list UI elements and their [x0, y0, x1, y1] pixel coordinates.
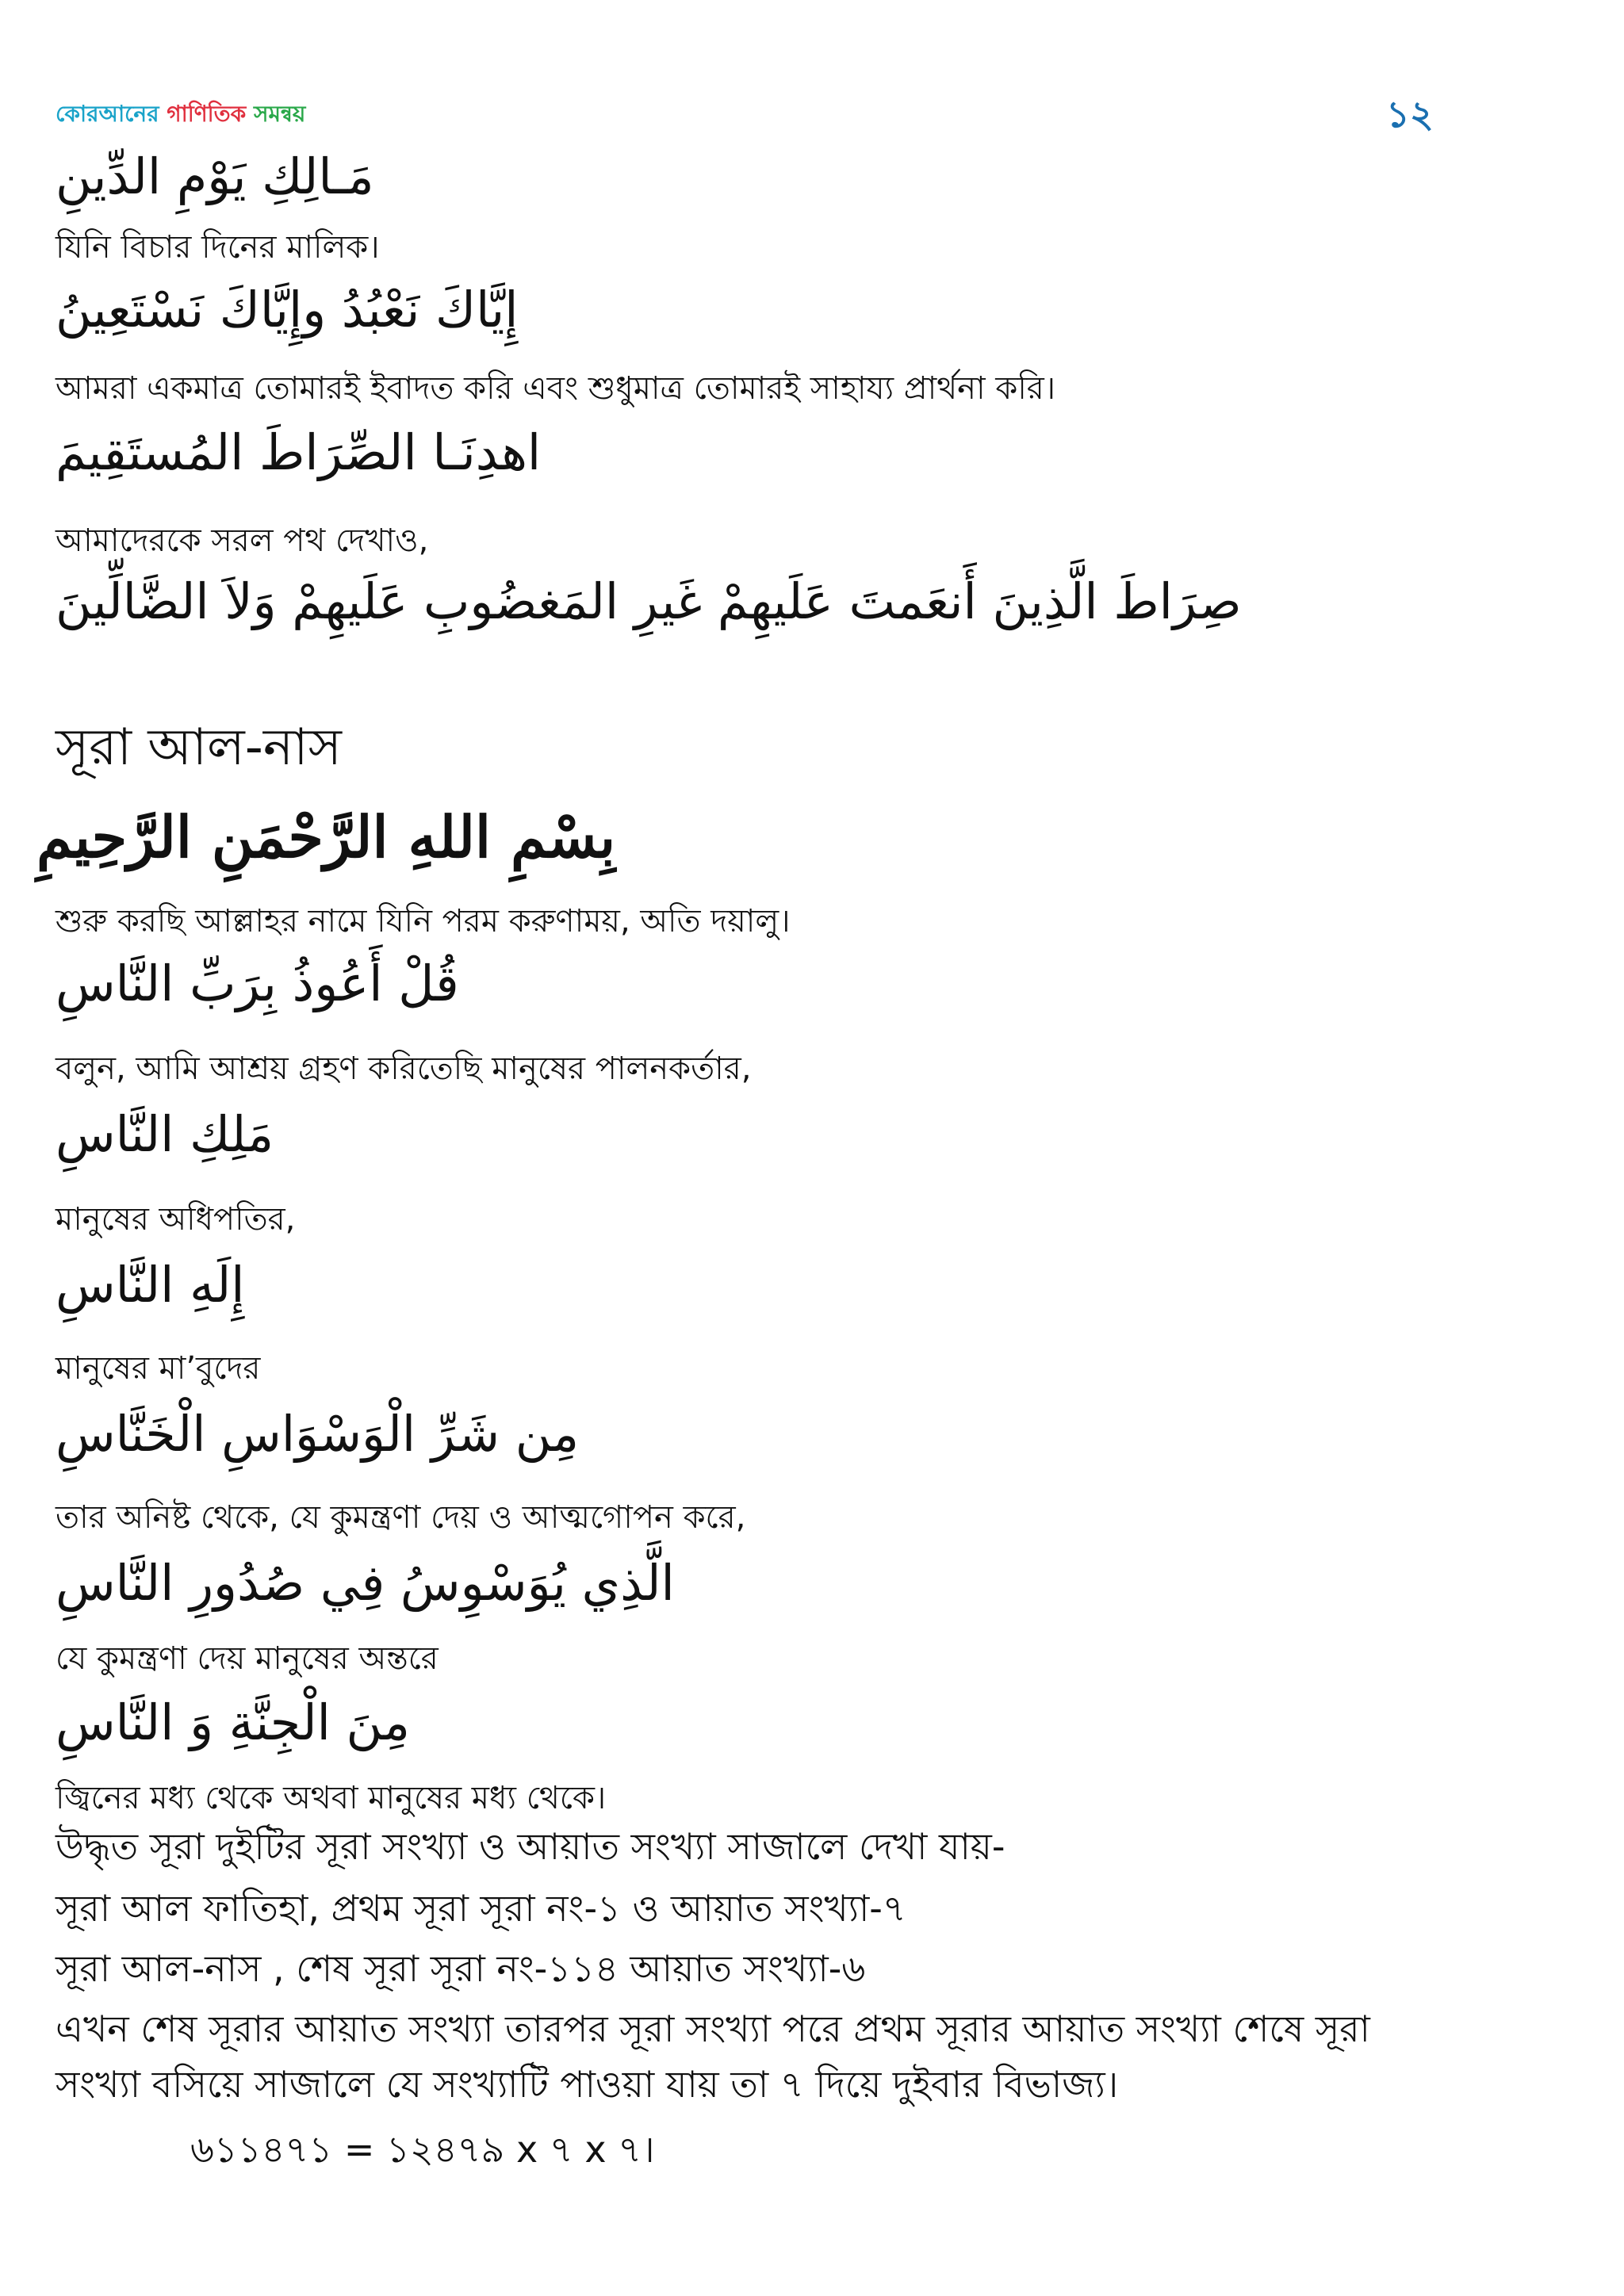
page-number: ১২: [1386, 93, 1434, 136]
arabic-verse-malik: مَلِكِ النَّاسِ: [56, 1105, 274, 1163]
bangla-translation-iyyaka: আমরা একমাত্র তোমারই ইবাদত করি এবং শুধুমাত্র তোমারই সাহায্য প্রার্থনা করি।: [56, 370, 1056, 407]
commentary-line-4: এখন শেষ সূরার আয়াত সংখ্যা তারপর সূরা সংখ্যা পরে প্রথম সূরার আয়াত সংখ্যা শেষে সূরা: [56, 2007, 1370, 2050]
equation-line: ৬১১৪৭১ = ১২৪৭৯ x ৭ x ৭।: [190, 2128, 655, 2171]
commentary-line-2: সূরা আল ফাতিহা, প্রথম সূরা সূরা নং-১ ও আয়াত সংখ্যা-৭: [56, 1887, 906, 1930]
bangla-translation-malik: মানুষের অধিপতির,: [56, 1201, 296, 1238]
bangla-translation-ilah: মানুষের মা’বুদের: [56, 1350, 261, 1387]
arabic-verse-qul: قُلْ أَعُوذُ بِرَبِّ النَّاسِ: [56, 955, 459, 1012]
arabic-verse-maliki: مَـالِكِ يَوْمِ الدِّينِ: [56, 147, 374, 205]
arabic-verse-ihdina: اهدِنَـا الصِّرَاطَ المُستَقِيمَ: [56, 423, 542, 481]
arabic-verse-iyyaka: إِيَّاكَ نَعْبُدُ وإِيَّاكَ نَسْتَعِينُ: [56, 281, 519, 339]
arabic-verse-sirat: صِرَاطَ الَّذِينَ أَنعَمتَ عَلَيهِمْ غَيرِ المَغضُوبِ عَلَيهِمْ وَلاَ الضَّالِّينَ: [56, 572, 1242, 630]
bangla-translation-min-sharri: তার অনিষ্ট থেকে, যে কুমন্ত্রণা দেয় ও আত্মগোপন করে,: [56, 1499, 746, 1536]
header-title-part-2: গাণিতিক: [167, 101, 255, 127]
bangla-translation-bismillah: শুরু করছি আল্লাহর নামে যিনি পরম করুণাময়, অতি দয়ালু।: [56, 903, 791, 939]
arabic-verse-alladhi: الَّذِي يُوَسْوِسُ فِي صُدُورِ النَّاسِ: [56, 1554, 675, 1612]
commentary-line-5: সংখ্যা বসিয়ে সাজালে যে সংখ্যাটি পাওয়া যায় তা ৭ দিয়ে দুইবার বিভাজ্য।: [56, 2063, 1119, 2106]
bangla-translation-minal-jinnati: জ্বিনের মধ্য থেকে অথবা মানুষের মধ্য থেকে।: [56, 1780, 607, 1816]
bangla-translation-maliki: যিনি বিচার দিনের মালিক।: [56, 229, 380, 266]
header-title: [56, 97, 305, 134]
commentary-line-3: সূরা আল-নাস , শেষ সূরা সূরা নং-১১৪ আয়াত সংখ্যা-৬: [56, 1947, 866, 1990]
header-title-part-1: কোরআনের: [56, 101, 167, 127]
arabic-verse-minal-jinnati: مِنَ الْجِنَّةِ وَ النَّاسِ: [56, 1693, 410, 1751]
bismillah: بِسْمِ اللهِ الرَّحْمَنِ الرَّحِيمِ: [36, 803, 616, 871]
arabic-verse-min-sharri: مِن شَرِّ الْوَسْوَاسِ الْخَنَّاسِ: [56, 1405, 580, 1463]
commentary-line-1: উদ্ধৃত সূরা দুইটির সূরা সংখ্যা ও আয়াত সংখ্যা সাজালে দেখা যায়-: [56, 1825, 1005, 1868]
bangla-translation-ihdina: আমাদেরকে সরল পথ দেখাও,: [56, 522, 429, 559]
header-title-part-3: সমন্বয়: [254, 101, 306, 127]
arabic-verse-ilah: إِلَهِ النَّاسِ: [56, 1256, 245, 1314]
bangla-translation-alladhi: যে কুমন্ত্রণা দেয় মানুষের অন্তরে: [56, 1640, 439, 1677]
bangla-translation-qul: বলুন, আমি আশ্রয় গ্রহণ করিতেছি মানুষের পালনকর্তার,: [56, 1050, 752, 1087]
section-heading-surah-nas: সূরা আল-নাস: [56, 718, 342, 777]
